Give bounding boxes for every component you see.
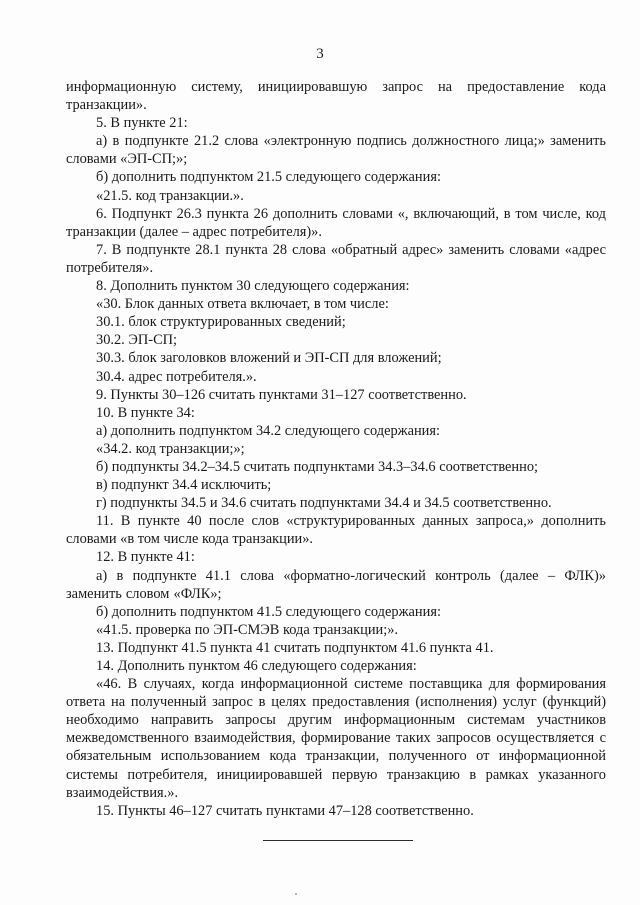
paragraph: 14. Дополнить пунктом 46 следующего содержания: [96, 658, 417, 674]
paragraph: «30. Блок данных ответа включает, в том числе: [96, 296, 389, 313]
paragraph: 30.1. блок структурированных сведений; [96, 314, 346, 331]
paragraph: 5. В пункте 21: [96, 115, 188, 132]
paragraph: б) дополнить подпунктом 21.5 следующего содержания: [96, 169, 441, 186]
paragraph: 7. В подпункте 28.1 пункта 28 слова «обратный адрес» заменить словами «адрес потребителя». [66, 241, 606, 276]
paragraph: 30.2. ЭП-СП; [96, 332, 178, 349]
paragraph: «41.5. проверка по ЭП-СМЭВ кода транзакции;». [96, 621, 399, 638]
paragraph: «34.2. код транзакции;»; [96, 440, 245, 457]
paragraph: информационную систему, инициировавшую запрос на предоставление кода транзакции». [66, 79, 606, 114]
paragraph: б) дополнить подпунктом 41.5 следующего содержания: [96, 603, 441, 620]
paragraph: 6. Подпункт 26.3 пункта 26 дополнить словами «, включающий, в том числе, код транзакции (далее – адрес потребителя)». [66, 205, 606, 240]
paragraph: 8. Дополнить пунктом 30 следующего содержания: [96, 278, 410, 295]
page-number: 3 [316, 46, 324, 62]
document-body [66, 78, 606, 820]
paragraph: в) подпункт 34.4 исключить; [96, 477, 272, 494]
paragraph: 30.4. адрес потребителя.». [96, 368, 257, 385]
paragraph: а) в подпункте 41.1 слова «форматно-логический контроль (далее – ФЛК)» заменить словом «ФЛК»; [66, 567, 606, 602]
paragraph: а) дополнить подпунктом 34.2 следующего содержания: [96, 422, 441, 439]
paragraph: «46. В случаях, когда информационной системе поставщика для формирования ответа на полученный запрос в целях предоставления (исполнения) услуг (функций) необходимо направить запросы другим информационным системам участников межведомственного взаимодействия, формирование таких запросов осуществляется с обязательным использованием кода транзакции, полученного от информационной системы потребителя, инициировавшей первую транзакцию в рамках указанного взаимодействия.». [66, 676, 606, 801]
paragraph: 15. Пункты 46–127 считать пунктами 47–128 соответственно. [96, 802, 474, 819]
paragraph: 9. Пункты 30–126 считать пунктами 31–127 соответственно. [96, 386, 467, 403]
paragraph: 13. Подпункт 41.5 пункта 41 считать подпунктом 41.6 пункта 41. [96, 639, 494, 656]
closing-rule [263, 840, 413, 841]
paragraph: 10. В пункте 34: [96, 404, 195, 421]
paragraph: г) подпункты 34.5 и 34.6 считать подпунктами 34.4 и 34.5 соответственно. [96, 495, 552, 512]
scan-speck [295, 893, 297, 895]
paragraph: «21.5. код транзакции.». [96, 187, 244, 204]
paragraph: 11. В пункте 40 после слов «структурированных данных запроса,» дополнить словами «в том числе кода транзакции». [66, 513, 606, 548]
paragraph: а) в подпункте 21.2 слова «электронную подпись должностного лица;» заменить словами «ЭП-СП;»; [66, 133, 606, 168]
paragraph: б) подпункты 34.2–34.5 считать подпунктами 34.3–34.6 соответственно; [96, 458, 539, 475]
paragraph: 30.3. блок заголовков вложений и ЭП-СП для вложений; [96, 350, 442, 367]
paragraph: 12. В пункте 41: [96, 549, 195, 566]
